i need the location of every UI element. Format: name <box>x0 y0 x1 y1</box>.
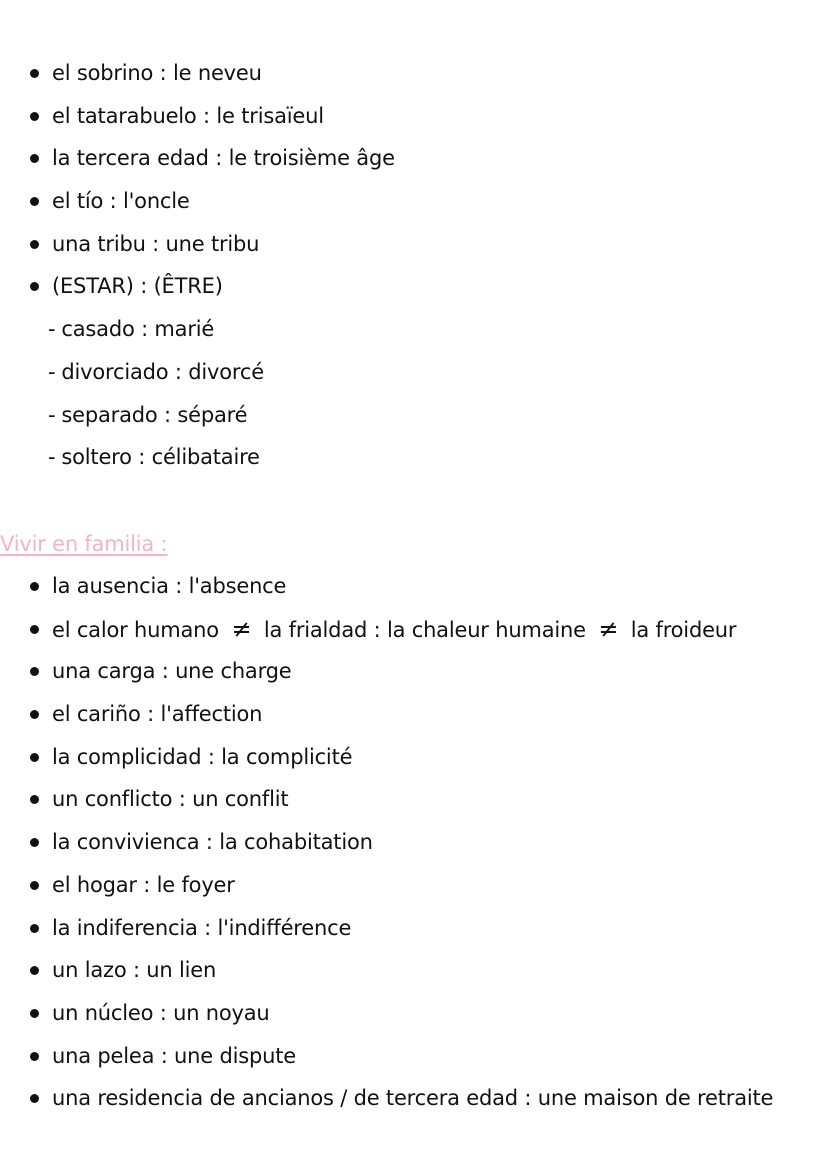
term-frialdad: la frialdad : la chaleur humaine <box>263 617 586 642</box>
dash-marker: - <box>48 359 56 384</box>
list-item: el tío : l'oncle <box>0 180 395 223</box>
list-item: la convivienca : la cohabitation <box>0 821 773 864</box>
list-item: una residencia de ancianos / de tercera edad : une maison de retraite <box>0 1077 773 1120</box>
list-item: el cariño : l'affection <box>0 693 773 736</box>
list-item: el tatarabuelo : le trisaïeul <box>0 95 395 138</box>
list-item: un conflicto : un conflit <box>0 778 773 821</box>
list-item: una pelea : une dispute <box>0 1035 773 1078</box>
list-item: la indiferencia : l'indifférence <box>0 907 773 950</box>
list-item: un lazo : un lien <box>0 949 773 992</box>
list-item: el hogar : le foyer <box>0 864 773 907</box>
dash-marker: - <box>48 402 56 427</box>
sub-list-item <box>0 394 395 437</box>
list-item: el sobrino : le neveu <box>0 52 395 95</box>
section-title-vivir-en-familia: Vivir en familia : <box>0 532 168 556</box>
list-item-calor-humano <box>0 608 773 651</box>
dash-marker: - <box>48 317 56 342</box>
list-item: la tercera edad : le troisième âge <box>0 137 395 180</box>
not-equal-symbol: ≠ <box>598 614 619 643</box>
dash-marker: - <box>48 445 56 470</box>
list-item: la ausencia : l'absence <box>0 565 773 608</box>
sub-list-item <box>0 351 395 394</box>
sub-list-item-text: divorciado : divorcé <box>61 359 264 384</box>
term-calor-humano: el calor humano <box>52 617 219 642</box>
sub-list-item <box>0 436 395 479</box>
sub-list-item-text: separado : séparé <box>61 402 248 427</box>
vocabulary-list-vivir-en-familia <box>0 565 773 1120</box>
list-item: la complicidad : la complicité <box>0 736 773 779</box>
list-item: (ESTAR) : (ÊTRE) <box>0 265 395 308</box>
sub-list-item-text: casado : marié <box>61 317 215 342</box>
not-equal-symbol: ≠ <box>231 614 252 643</box>
list-item: una carga : une charge <box>0 650 773 693</box>
list-item: un núcleo : un noyau <box>0 992 773 1035</box>
list-item: una tribu : une tribu <box>0 223 395 266</box>
term-froideur: la froideur <box>630 617 737 642</box>
vocabulary-list-family <box>0 52 395 479</box>
sub-list-item-text: soltero : célibataire <box>61 445 260 470</box>
sub-list-item <box>0 308 395 351</box>
